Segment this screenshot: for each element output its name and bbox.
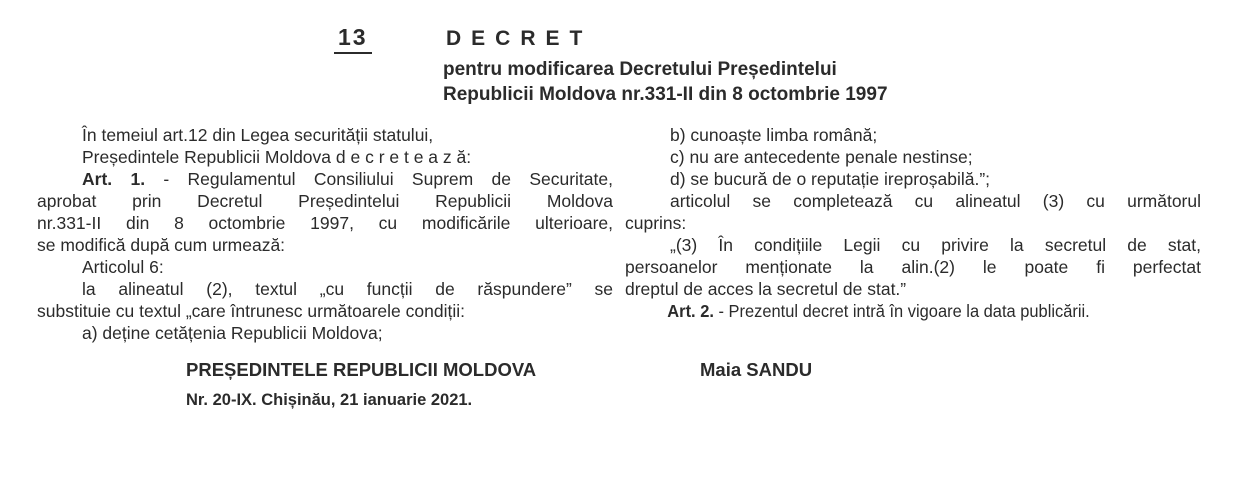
decree-subtitle xyxy=(443,57,888,107)
text-line: d) se bucură de o reputație ireproșabilă.”; xyxy=(670,169,991,189)
text-line: aprobat prin Decretul Președintelui Republicii Moldova xyxy=(37,191,613,211)
text-line: Articolul 6: xyxy=(82,257,164,277)
text-line: la alineatul (2), textul „cu funcții de răspundere” se xyxy=(82,279,613,299)
text-line: b) cunoaște limba română; xyxy=(670,125,878,145)
right-column xyxy=(625,124,1201,344)
article-label: Art. 1. xyxy=(82,169,146,189)
page-number: 13 xyxy=(334,24,372,54)
text-line: În temeiul art.12 din Legea securității statului, xyxy=(82,125,434,145)
decree-subtitle-line-2: Republicii Moldova nr.331-II din 8 octombrie 1997 xyxy=(443,84,888,105)
text-line: cuprins: xyxy=(625,213,687,233)
left-column xyxy=(37,124,613,344)
text-line: persoanelor menționate la alin.(2) le poate fi perfectat xyxy=(625,257,1201,277)
text-line: a) deține cetățenia Republicii Moldova; xyxy=(82,323,383,343)
text-line: articolul se completează cu alineatul (3) cu următorul xyxy=(670,191,1201,211)
text-line: c) nu are antecedente penale nestinse; xyxy=(670,147,973,167)
signature-office: PREȘEDINTELE REPUBLICII MOLDOVA xyxy=(186,359,537,380)
decree-subtitle-line-1: pentru modificarea Decretului Președintelui xyxy=(443,59,837,80)
text-line xyxy=(37,168,613,190)
text-line: dreptul de acces la secretul de stat.” xyxy=(625,279,907,299)
decree-title: DECRET xyxy=(446,27,593,50)
text-line: nr.331-II din 8 octombrie 1997, cu modificările ulterioare, xyxy=(37,213,613,233)
decree-body xyxy=(37,124,1201,344)
text-line: se modifică după cum urmează: xyxy=(37,235,286,255)
text-line-rest: - Regulamentul Consiliului Suprem de Securitate, xyxy=(145,169,613,189)
text-line: Președintele Republicii Moldova d e c r e t e a z ă: xyxy=(82,147,472,167)
text-line xyxy=(625,300,1166,322)
text-line: substituie cu textul „care întrunesc următoarele condiții: xyxy=(37,301,465,321)
text-line: „(3) În condițiile Legii cu privire la secretul de stat, xyxy=(670,235,1201,255)
signature-name: Maia SANDU xyxy=(700,359,813,380)
article-label: Art. 2. xyxy=(667,301,714,321)
decree-reference: Nr. 20-IX. Chișinău, 21 ianuarie 2021. xyxy=(186,391,473,409)
text-line-rest: - Prezentul decret intră în vigoare la data publicării. xyxy=(713,301,1090,321)
